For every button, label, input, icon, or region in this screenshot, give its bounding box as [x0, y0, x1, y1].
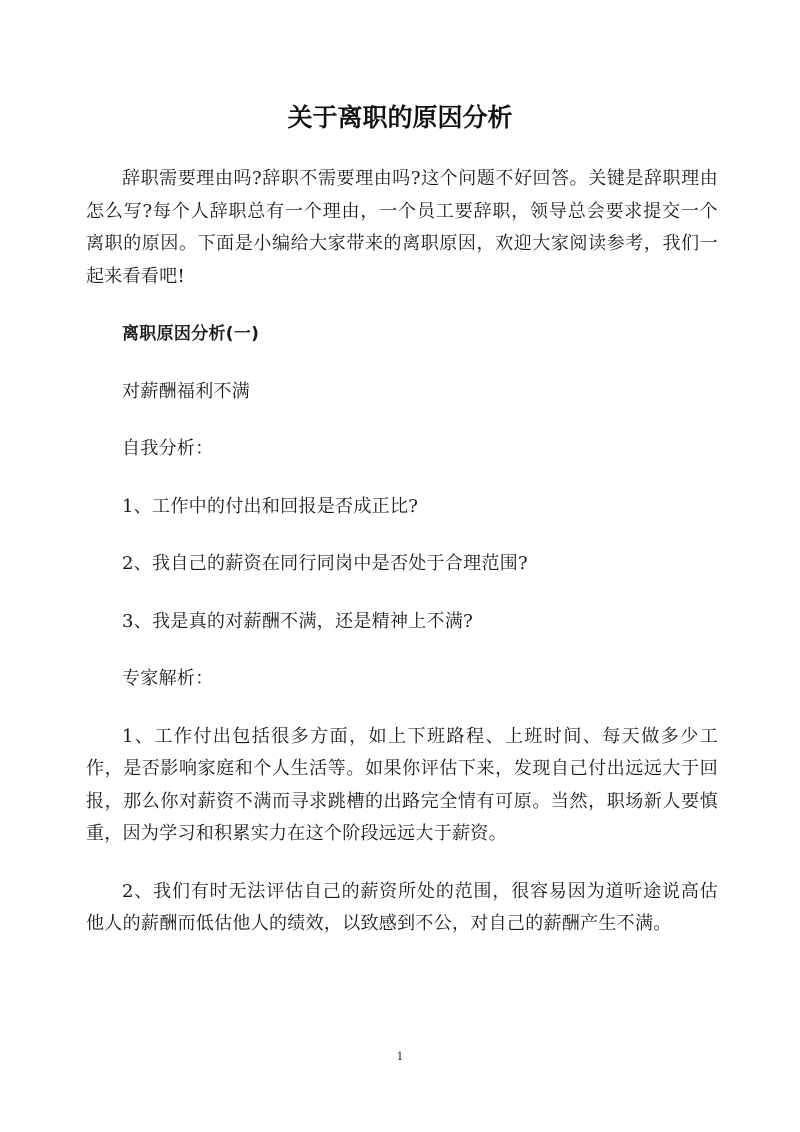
intro-paragraph: 辞职需要理由吗?辞职不需要理由吗?这个问题不好回答。关键是辞职理由怎么写?每个人辞职总有一个理由，一个员工要辞职，领导总会要求提交一个离职的原因。下面是小编给大家带来的离职原因，欢迎大家阅读参考，我们一起来看看吧!: [86, 168, 718, 287]
expert-analysis-item-1: 1、工作付出包括很多方面，如上下班路程、上班时间、每天做多少工作，是否影响家庭和个人生活等。如果你评估下来，发现自己付出远远大于回报，那么你对薪资不满而寻求跳槽的出路完全情有可原。当然，职场新人要慎重，因为学习和积累实力在这个阶段远远大于薪资。: [86, 725, 718, 844]
document-body: [86, 163, 718, 966]
self-analysis-item-2: 2、我自己的薪资在同行同岗中是否处于合理范围?: [122, 553, 528, 574]
section-heading: 离职原因分析(一): [122, 324, 260, 344]
page-number: 1: [396, 1050, 404, 1063]
document-title: 关于离职的原因分析: [287, 103, 513, 132]
self-analysis-item-1: 1、工作中的付出和回报是否成正比?: [122, 495, 419, 517]
self-analysis-item-3: 3、我是真的对薪酬不满，还是精神上不满?: [122, 610, 474, 632]
expert-analysis-label: 专家解析：: [122, 668, 214, 689]
subsection-label: 对薪酬福利不满: [122, 380, 251, 402]
self-analysis-label: 自我分析：: [122, 438, 214, 459]
expert-analysis-item-2: 2、我们有时无法评估自己的薪资所处的范围，很容易因为道听途说高估他人的薪酬而低估他人的绩效，以致感到不公，对自己的薪酬产生不满。: [86, 880, 718, 934]
